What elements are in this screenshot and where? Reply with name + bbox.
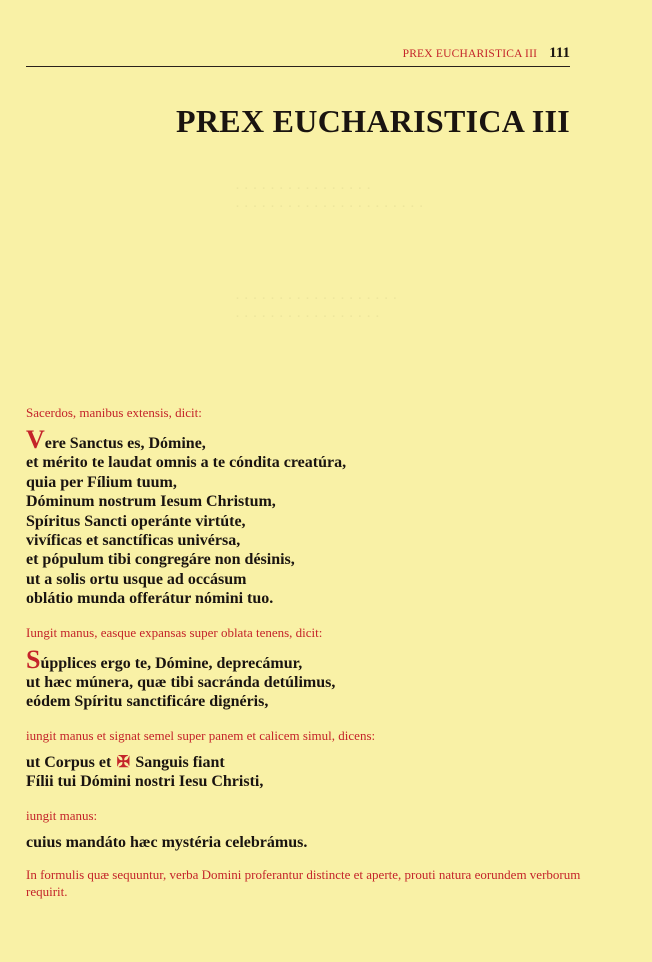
prayer-supplices — [26, 644, 586, 712]
liturgical-text — [26, 404, 586, 900]
prayer-line-text: úpplices ergo te, Dómine, deprecámur, — [40, 654, 303, 672]
prayer-line: eódem Spíritu sanctificáre dignéris, — [26, 693, 269, 711]
prayer-line: oblátio munda offerátur nómini tuo. — [26, 590, 274, 608]
prayer-line — [26, 753, 586, 772]
prayer-line: Fílii tui Dómini nostri Iesu Christi, — [26, 773, 264, 791]
prayer-line: et mérito te laudat omnis a te cóndita creatúra, — [26, 454, 347, 472]
bleed-through-texture: · · · · · · · · · · · · · · · · · · · · · · — [235, 199, 424, 215]
cross-icon: ✠ — [116, 753, 131, 771]
prayer-line-text: ut Corpus et — [26, 753, 112, 771]
running-header — [26, 44, 570, 67]
rubric-formulis: In formulis quæ sequuntur, verba Domini proferantur distincte et aperte, prouti natura eorundem verborum requirit. — [26, 867, 581, 900]
prayer-cuius — [26, 833, 586, 852]
bleed-through-texture: · · · · · · · · · · · · · · · · · · · — [235, 291, 398, 307]
prayer-line — [26, 425, 586, 454]
drop-initial-v: V — [26, 425, 45, 454]
prayer-line — [26, 644, 586, 674]
page-title: PREX EUCHARISTICA III — [176, 103, 570, 139]
page-number: 111 — [549, 45, 570, 61]
running-title: PREX EUCHARISTICA III — [402, 48, 538, 60]
prayer-line: ut a solis ortu usque ad occásum — [26, 570, 247, 588]
rubric-iungit-expansas: Iungit manus, easque expansas super oblata tenens, dicit: — [26, 624, 323, 640]
bleed-through-texture: · · · · · · · · · · · · · · · · · — [235, 309, 380, 325]
prayer-line: quia per Fílium tuum, — [26, 473, 177, 491]
prayer-line-text: ere Sanctus es, Dómine, — [44, 435, 206, 452]
prayer-line: ut hæc múnera, quæ tibi sacránda detúlimus, — [26, 674, 336, 692]
prayer-line-text: Sanguis fiant — [135, 753, 225, 771]
rubric-sacerdos: Sacerdos, manibus extensis, dicit: — [26, 405, 202, 420]
prayer-line: Dóminum nostrum Iesum Christum, — [26, 493, 276, 511]
prayer-corpus — [26, 753, 586, 792]
rubric-iungit-manus: iungit manus: — [26, 807, 98, 823]
rubric-signat: iungit manus et signat semel super panem et calicem simul, dicens: — [26, 727, 376, 743]
prayer-line: Spíritus Sancti operánte virtúte, — [26, 512, 246, 530]
drop-initial-s: S — [26, 644, 41, 674]
bleed-through-texture: · · · · · · · · · · · · · · · · — [235, 181, 372, 197]
prayer-line: et pópulum tibi congregáre non désinis, — [26, 551, 295, 569]
prayer-line: vivíficas et sanctíficas univérsa, — [26, 532, 241, 550]
prayer-vere-sanctus — [26, 425, 586, 609]
prayer-line: cuius mandáto hæc mystéria celebrámus. — [26, 833, 308, 851]
